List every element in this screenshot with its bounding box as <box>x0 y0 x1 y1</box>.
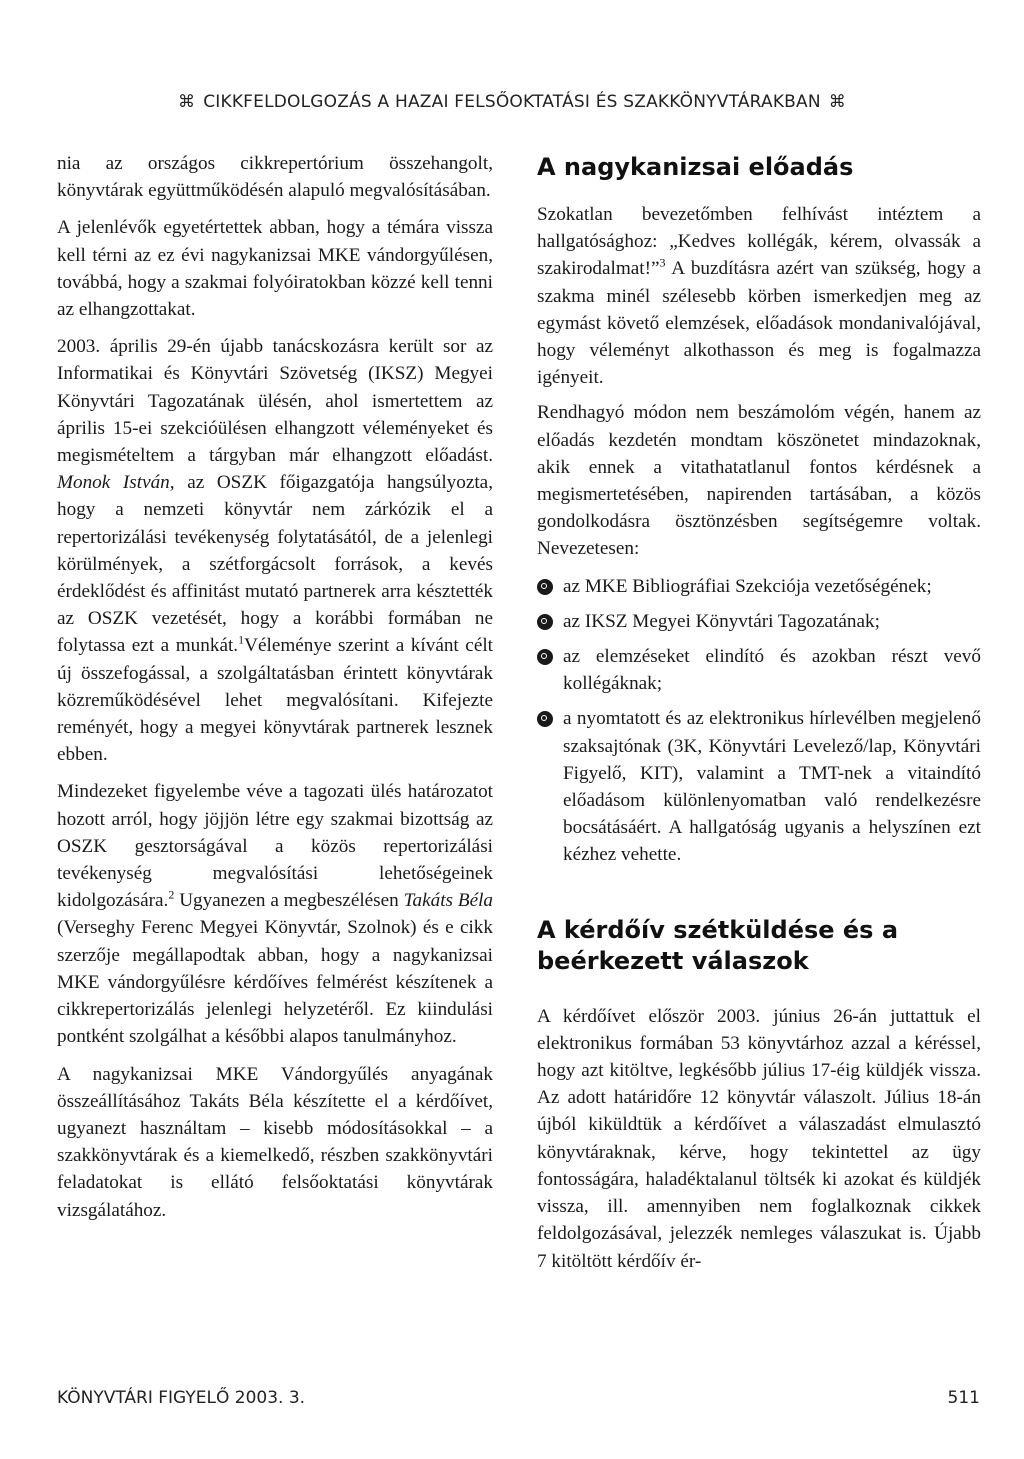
left-paragraph-4-part-a: Mindezeket figyelembe véve a tagozati ülés határozatot hozott arról, hogy jöjjön létre egy szakmai bizottság az OSZK gesztorságával a közös repertorizálási tevékenység megvalósítási lehetőségeinek kidolgozására. <box>57 781 493 912</box>
list-item <box>537 705 981 868</box>
bullet-icon <box>537 614 553 630</box>
list-item-text: az IKSZ Megyei Könyvtári Tagozatának; <box>563 610 880 632</box>
list-item-text: az MKE Bibliográfiai Szekciója vezetőségének; <box>563 575 932 597</box>
left-paragraph-4-part-b: Ugyanezen a megbeszélésen <box>179 890 399 912</box>
left-paragraph-3-part-a: 2003. április 29-én újabb tanácskozásra került sor az Informatikai és Könyvtári Szövetség (IKSZ) Megyei Könyvtári Tagozatának ülésén, ahol ismertettem az április 15-ei szekcióülésen elhangzott véleményeket és megismételtem a tárgyban már elhangzott előadást. <box>57 336 493 467</box>
list-item <box>537 608 981 635</box>
list-item-text: a nyomtatott és az elektronikus hírlevélben megjelenő szaksajtónak (3K, Könyvtári Levelező/lap, Könyvtári Figyelő, KIT), valamint a TMT-nek a vitaindító előadásom különlenyomatban való rendelkezésre bocsátásáért. A hallgatóság ugyanis a helyszínen ezt kézhez vehette. <box>563 708 981 866</box>
footer-journal: KÖNYVTÁRI FIGYELŐ 2003. 3. <box>57 1388 306 1408</box>
author-name-monok: Monok István, <box>57 472 175 494</box>
author-name-takats: Takáts Béla <box>403 890 494 912</box>
list-item <box>537 573 981 600</box>
left-paragraph-3-part-c: Véleménye szerint a kívánt célt új összefogással, a szolgáltatásban érintett könyvtárak közreműködésével lehet megvalósítani. Kifejezte reményét, hogy a megyei könyvtárak partnerek lesznek ebben. <box>57 635 494 766</box>
left-paragraph-3-part-b: az OSZK főigazgatója hangsúlyozta, hogy a nemzeti könyvtár nem zárkózik el a repertorizálási tevékenység folytatásától, de a jelenlegi körülmények, a szétforgácsolt források, a kevés érdeklődést és affinitást mutató partnerek arra késztették az OSZK vezetését, hogy a korábbi formában ne folytassa ezt a munkát. <box>57 472 493 657</box>
right-paragraph-1-part-a: Szokatlan bevezetőmben felhívást intéztem a hallgatósághoz: „Kedves kollégák, kérem, olvassák a szakirodalmat!” <box>537 204 981 280</box>
right-paragraph-1-part-b: A buzdításra azért van szükség, hogy a szakma minél szélesebb körben ismerkedjen meg az egymást követő elemzések, előadások mondanivalójával, hogy véleményt alkothasson és meg is fogalmazza igényeit. <box>537 258 981 389</box>
header-symbol-right-icon: ⌘ <box>828 92 846 112</box>
right-paragraph-1 <box>537 201 981 391</box>
footnote-ref-3: 3 <box>659 256 666 271</box>
left-paragraph-1: nia az országos cikkrepertórium összehangolt, könyvtárak együttműködésén alapuló megvalósításában. <box>57 153 493 202</box>
bullet-icon <box>537 649 553 665</box>
left-paragraph-4-part-c: (Verseghy Ferenc Megyei Könyvtár, Szolnok) és e cikk szerzője megállapodtak abban, hogy a nagykanizsai MKE vándorgyűlésre kérdőíves felmérést készítenek a cikkrepertorizálás jelenlegi helyzetéről. Ez kiindulási pontként szolgálhat a későbbi alapos tanulmányhoz. <box>57 917 493 1048</box>
running-head-title: CIKKFELDOLGOZÁS A HAZAI FELSŐOKTATÁSI ÉS SZAKKÖNYVTÁRAKBAN <box>203 92 821 112</box>
list-item <box>537 643 981 697</box>
acknowledgement-list <box>537 573 981 869</box>
section-heading-questionnaire: A kérdőív szétküldése és a beérkezett válaszok <box>537 915 899 975</box>
header-symbol-left-icon: ⌘ <box>177 92 196 112</box>
left-paragraph-4 <box>57 778 493 1050</box>
page-number: 511 <box>947 1388 980 1408</box>
left-column <box>57 150 493 1234</box>
list-item-text: az elemzéseket elindító és azokban részt vevő kollégáknak; <box>563 646 981 695</box>
section-heading-presentation: A nagykanizsai előadás <box>537 153 854 181</box>
running-head <box>0 92 1024 112</box>
bullet-icon <box>537 579 553 595</box>
bullet-icon <box>537 711 553 727</box>
right-paragraph-3: A kérdőívet először 2003. június 26-án juttattuk el elektronikus formában 53 könyvtárhoz azzal a kéréssel, hogy azt kitöltve, legkésőbb július 17-éig küldjék vissza. Az adott határidőre 12 könyvtár válaszolt. Július 18-án újból kiküldtük a kérdőívet a válaszadást elmulasztó könyvtáraknak, kérve, hogy tekintettel az ügy fontosságára, haladéktalanul töltsék ki azokat és küldjék vissza, ill. amennyiben nem foglalkoznak cikkek feldolgozásával, jelezzék nemleges válaszukat is. Újabb 7 kitöltött kérdőív ér- <box>537 1005 981 1272</box>
left-paragraph-3 <box>57 333 493 768</box>
left-paragraph-2: A jelenlévők egyetértettek abban, hogy a témára vissza kell térni az ez évi nagykanizsai MKE vándorgyűlésen, továbbá, hogy a szakmai folyóiratokban közzé kell tenni az elhangzottakat. <box>57 217 493 321</box>
right-paragraph-2: Rendhagyó módon nem beszámolóm végén, hanem az előadás kezdetén mondtam köszönetet mindazoknak, akik ennek a vitathatatlanul fontos kérdésnek a megismertetésében, napirenden tartásában, a közös gondolkodásra ösztönzésben segítségemre voltak. Nevezetesen: <box>537 402 981 560</box>
right-column <box>537 150 981 1285</box>
footnote-ref-1: 1 <box>238 633 245 648</box>
footnote-ref-2: 2 <box>168 887 175 902</box>
left-paragraph-5: A nagykanizsai MKE Vándorgyűlés anyagának összeállításához Takáts Béla készítette el a kérdőívet, ugyanezt használtam – kisebb módosításokkal – a szakkönyvtárak és a kiemelkedő, részben szakkönyvtári feladatokat is ellátó felsőoktatási könyvtárak vizsgálatához. <box>57 1063 493 1221</box>
